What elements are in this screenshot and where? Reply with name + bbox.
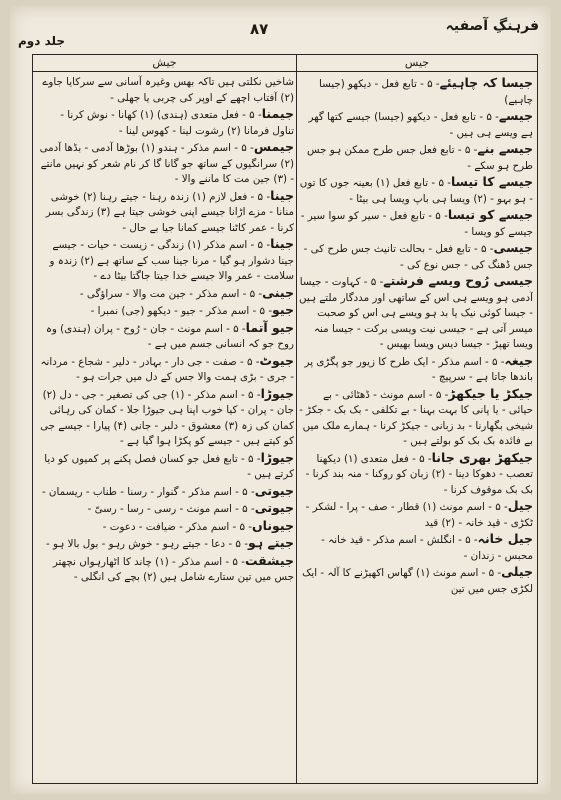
entry-definition: - ۵ - اسم مونث - ڈھٹائی - بے حیائی - یا پانی کا بہت بہنا - بے تکلفی - بک بک - جکڑ - شیخی بگھارنا - بد زبانی - جیکڑ کرنا - ہمارے ملک میں بے فائدہ بک بک کو بولتے ہیں -: [299, 388, 533, 447]
dictionary-page: [10, 6, 551, 794]
entry-definition: - ۵ - اسم مذکر - (۱) جی کی تصغیر - جی - دل (۲) جان - پران - کیا خوب اپنا ہی جیوڑا جلا - کمان کی رہائی کمان کی زہ (۳) معشوق - دلبر - جانی (۴) پیارا - جیسے جی کو کیتے ہیں - جیسے کو پکڑا ہوا گیا ہے -: [40, 388, 294, 447]
entry-headword: جیسے کا تیسا: [450, 174, 533, 189]
dictionary-entry: [299, 240, 533, 273]
entry-headword: جیسے کو تیسا: [447, 207, 533, 222]
entry-headword: جیو: [272, 302, 294, 317]
entry-headword: جیسی: [493, 240, 533, 255]
dictionary-entry: [37, 553, 294, 586]
entry-headword: جیوتی: [254, 482, 294, 498]
entry-definition: - ۵ - تابع فعل - بحالت تانیث جس طرح کی - جس ڈھنگ کی - جس نوع کی -: [303, 243, 533, 271]
dictionary-entry: [37, 285, 294, 303]
entry-headword: جیسے: [498, 108, 533, 123]
entry-headword: جیل خانہ: [477, 531, 533, 546]
entry-headword: جیوناں: [251, 517, 294, 533]
entry-definition: - ۵ - اسم مذکر - (۱) چاند کا اٹھارہواں نچھتر جس میں تین ستارے شامل ہیں (۲) بچے کی انگلی -: [52, 555, 294, 583]
entry-headword: جیو آتما: [245, 319, 294, 335]
entry-definition: - ۵ - اسم مذکر - گنوار - رسنا - طناب - ریسمان -: [41, 485, 255, 498]
dictionary-entry: [37, 188, 294, 237]
entry-headword: جیشقت: [244, 552, 294, 568]
dictionary-entry: [299, 108, 533, 141]
entry-headword: جیغہ: [504, 352, 533, 368]
entry-definition: - ۵ - تابع فعل - دیکھو (جیسا) جیسے کتھا گھر ہے ویسے ہی ہیں -: [308, 111, 533, 139]
entry-headword: جیوٹ: [259, 352, 294, 368]
entry-definition: - ۵ - اسم مذکر - جیو - دیکھو (جی) نمبرا -: [90, 305, 273, 317]
entry-definition: - ۵ - تابع فعل (۱) بعینہ جوں کا توں - ہو بہو - (۲) ویسا ہی باپ ویسا ہی بیٹا -: [299, 177, 533, 205]
entry-definition: - ۵ - انگلش - اسم مذکر - قید خانہ - محبس - زندان -: [321, 534, 533, 562]
entry-definition: - ۵ - تابع فعل جو کسان فصل پکنے پر کمیوں کو دیا کرتے ہیں -: [44, 452, 294, 480]
entry-headword: جیوتی: [254, 500, 294, 515]
entry-headword: جیوڑا: [260, 449, 294, 465]
volume-label: جلد دوم: [18, 34, 66, 48]
dictionary-entry: [299, 386, 533, 450]
dictionary-entry: [299, 141, 533, 174]
entry-definition: - ۵ - اسم مونث (۱) قطار - صف - پرا - لشکر - ٹکڑی - قید خانہ - (۲) قید: [305, 501, 533, 529]
dictionary-entry: [37, 75, 294, 106]
entry-headword: جینا: [270, 187, 294, 203]
right-column-heading: جیس: [297, 55, 537, 72]
entry-definition: - ۵ - صفت - جی دار - بہادر - دلیر - شجاع - مردانہ - جری - بڑی ہمت والا جس کے دل میں جرات ہو -: [40, 355, 294, 383]
dictionary-entry: [299, 531, 533, 564]
dictionary-entry: [299, 207, 533, 240]
right-column-entries: [299, 75, 533, 779]
dictionary-entry: [37, 535, 294, 553]
two-column-frame: [32, 54, 538, 784]
entry-definition: - ۵ - اسم مذکر (۱) زندگی - زیست - حیات - جیسے جینا دشوار ہو گیا - مرنا جینا سب کے ساتھ ہے (۲) زندہ و سلامت - عمر والا جیسے خدا جیتا جاگتا بیٹا دے -: [49, 239, 294, 282]
entry-headword: جیسا کہ چاہیئے: [439, 75, 533, 90]
entry-headword: جیکڑ یا جیکھڑ: [448, 385, 533, 401]
entry-definition: - ۵ - فعل متعدی (۱) دیکھنا تعصب - دھوکا دینا - (۲) زبان کو روکنا - منہ بند کرنا - بک بک موقوف کرنا -: [305, 452, 533, 496]
dictionary-entry: [37, 518, 294, 536]
entry-headword: جیل: [507, 498, 533, 513]
column-divider: [296, 55, 297, 783]
dictionary-entry: [37, 500, 294, 518]
dictionary-entry: [299, 498, 533, 531]
entry-definition: - ۵ - تابع فعل جس طرح ممکن ہو جس طرح ہو سکے -: [307, 144, 533, 172]
entry-headword: جیلی: [501, 564, 533, 579]
entry-headword: جیوڑا: [260, 385, 294, 401]
dictionary-entry: [37, 106, 294, 139]
left-column-entries: [37, 75, 294, 779]
dictionary-title: فرہنگِ آصفیہ: [445, 18, 539, 34]
entry-headword: جیسی رُوح ویسے فرشتے: [383, 273, 533, 288]
dictionary-entry: [37, 320, 294, 353]
entry-definition: - ۵ - تابع فعل - دیکھو (جیسا چاہیے): [318, 78, 533, 106]
dictionary-entry: [37, 353, 294, 386]
dictionary-entry: [299, 564, 533, 597]
entry-definition: - ۵ - اسم مذکر - ہندو (۱) بوڑھا آدمی - بڈھا آدمی (۲) سرانگیوں کے ساتھ جو گانا گا کر نام شعر کو نہیں مانتے - (۳) جین مت کا ماننے والا -: [39, 142, 294, 185]
entry-definition: - ۵ - تابع فعل - سیر کو سوا سیر - جیسے کو ویسا -: [300, 210, 533, 238]
dictionary-entry: [299, 450, 533, 499]
dictionary-entry: [299, 75, 533, 108]
entry-definition: - ۵ - اسم مذکر - ایک طرح کا زیور جو پگڑی پر باندھا جاتا ہے - سرپیچ -: [304, 355, 533, 383]
dictionary-entry: [37, 483, 294, 501]
entry-headword: جیتے ہو: [247, 535, 294, 550]
entry-definition: - ۵ - اسم مونث - جان - رُوح - پران (ہندی) وہ روح جو کہ انسانی جسم میں ہے -: [45, 322, 294, 350]
entry-definition: - ۵ - اسم مذکر - جین مت والا - سراؤگی -: [79, 287, 263, 300]
page-header: [10, 6, 551, 48]
entry-headword: جینا: [270, 236, 294, 251]
dictionary-entry: [37, 302, 294, 320]
entry-definition: - ۵ - اسم مونث (۱) گھاس اکھیڑنے کا آلہ - ایک لکڑی جس میں تین: [302, 567, 533, 595]
dictionary-entry: [37, 450, 294, 483]
dictionary-entry: [37, 386, 294, 450]
dictionary-entry: [37, 139, 294, 188]
entry-definition: - ۵ - اسم مونث - رسی - رسا - رسیّ -: [87, 503, 255, 515]
entry-headword: جیمنا: [261, 106, 294, 121]
entry-headword: جیسے بنے: [477, 141, 533, 156]
entry-headword: جیمس: [253, 139, 294, 154]
entry-definition: - ۵ - اسم مذکر - ضیافت - دعوت -: [102, 520, 252, 533]
dictionary-entry: [299, 174, 533, 207]
page-number: ۸۷: [250, 20, 269, 38]
dictionary-entry: [299, 273, 533, 353]
entry-definition: شاخیں نکلتی ہیں تاکہ بھس وغیرہ آسانی سے سرکایا جاوے (۲) آفتاب اچھے کے اوپر کی چربی یا جھلی -: [42, 76, 294, 104]
entry-definition: - ۵ - کہاوت - جیسا آدمی ہو ویسے ہی اس کے ساتھی اور مددگار ملتے ہیں - جیسا کوئی نیک یا بد ہو ویسے ہی اس کو صحبت میسر آتی ہے - جیسی نیت ویسی برکت - جیسا منہ ویسا تھپڑ - جیسا دیس ویسا بھیس -: [299, 276, 533, 350]
entry-definition: - ۵ - فعل متعدی (ہندی) (۱) کھانا - نوش کرنا - تناول فرمانا (۲) رشوت لینا - کھوس لینا -: [60, 109, 294, 137]
dictionary-entry: [37, 236, 294, 285]
entry-definition: - ۵ - فعل لازم (۱) زندہ رہنا - جیتے رہنا (۲) خوشی منانا - مزے اڑانا جیسے اپنی خوشی جیتا ہے (۳) زندگی بسر کرنا - عمر کاٹنا جیسے کمانا جیا بے حال -: [45, 190, 294, 234]
entry-headword: جیکھڑ بھری جانا: [431, 449, 533, 465]
left-column-heading: جیش: [33, 55, 296, 72]
entry-definition: - ۵ - دعا - جیتے رہو - خوش رہو - بول بالا ہو -: [45, 538, 248, 550]
entry-headword: جینی: [262, 284, 294, 300]
dictionary-entry: [299, 353, 533, 386]
